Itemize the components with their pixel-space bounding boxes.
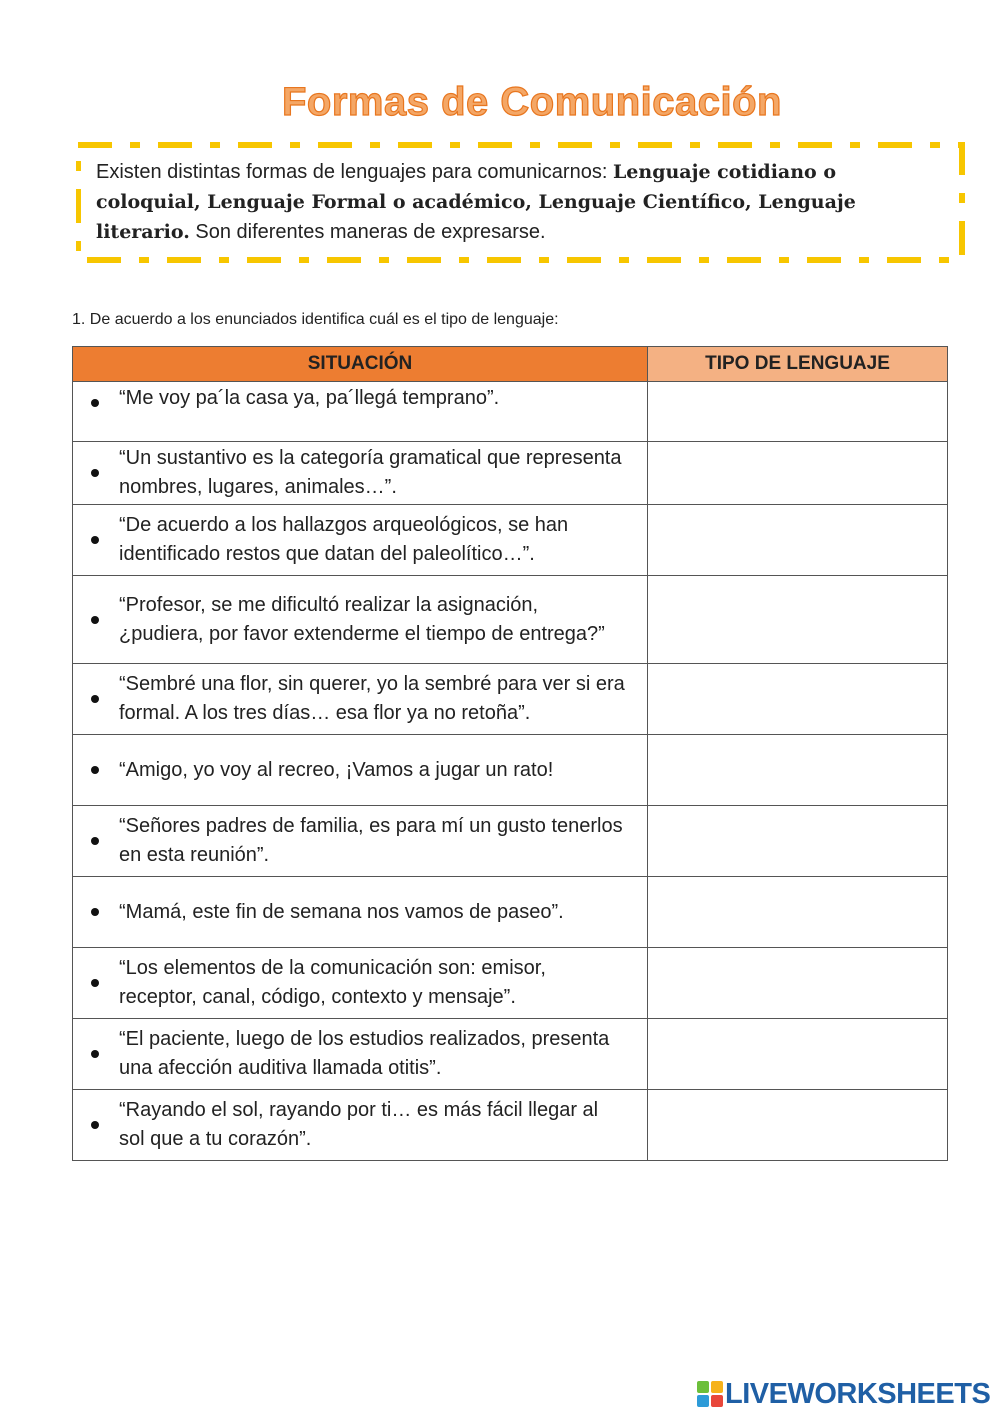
intro-language-types: Lenguaje cotidiano o coloquial, Lenguaje Formal o académico, Lenguaje Científico, Lenguaje literario. — [96, 161, 856, 243]
situation-cell: “Señores padres de familia, es para mí un gusto tenerlos en esta reunión”. — [73, 806, 648, 877]
table-header-row — [73, 347, 948, 382]
intro-suffix: Son diferentes maneras de expresarse. — [189, 221, 546, 243]
answer-cell[interactable] — [648, 505, 948, 576]
header-situation: SITUACIÓN — [73, 347, 648, 382]
intro-paragraph — [96, 157, 946, 247]
liveworksheets-logo-icon — [697, 1381, 723, 1407]
situation-cell: “Mamá, este fin de semana nos vamos de paseo”. — [73, 877, 648, 948]
situation-cell: “Los elementos de la comunicación son: emisor, receptor, canal, código, contexto y mensaje”. — [73, 948, 648, 1019]
answer-cell[interactable] — [648, 735, 948, 806]
intro-prefix: Existen distintas formas de lenguajes para comunicarnos: — [96, 161, 613, 183]
answer-cell[interactable] — [648, 1019, 948, 1090]
situation-cell: “Profesor, se me dificultó realizar la asignación, ¿pudiera, por favor extenderme el tiempo de entrega?” — [73, 576, 648, 664]
answer-cell[interactable] — [648, 442, 948, 505]
table-row — [73, 576, 948, 664]
language-table — [72, 346, 948, 1161]
situation-cell: “Rayando el sol, rayando por ti… es más fácil llegar al sol que a tu corazón”. — [73, 1090, 648, 1161]
header-language-type: TIPO DE LENGUAJE — [648, 347, 948, 382]
situation-cell: “El paciente, luego de los estudios realizados, presenta una afección auditiva llamada otitis”. — [73, 1019, 648, 1090]
table-row — [73, 442, 948, 505]
situation-cell: “Sembré una flor, sin querer, yo la sembré para ver si era formal. A los tres días… esa flor ya no retoña”. — [73, 664, 648, 735]
table-row — [73, 806, 948, 877]
table-row — [73, 948, 948, 1019]
answer-cell[interactable] — [648, 576, 948, 664]
answer-cell[interactable] — [648, 948, 948, 1019]
situation-cell: “De acuerdo a los hallazgos arqueológicos, se han identificado restos que datan del paleolítico…”. — [73, 505, 648, 576]
situation-cell: “Me voy pa´la casa ya, pa´llegá temprano”. — [73, 382, 648, 442]
table-row — [73, 382, 948, 442]
situation-cell: “Amigo, yo voy al recreo, ¡Vamos a jugar un rato! — [73, 735, 648, 806]
instruction: 1. De acuerdo a los enunciados identifica cuál es el tipo de lenguaje: — [72, 311, 559, 328]
answer-cell[interactable] — [648, 664, 948, 735]
page-title: Formas de Comunicación — [282, 80, 782, 124]
answer-cell[interactable] — [648, 877, 948, 948]
situation-cell: “Un sustantivo es la categoría gramatical que representa nombres, lugares, animales…”. — [73, 442, 648, 505]
table-row — [73, 1019, 948, 1090]
table-row — [73, 735, 948, 806]
table-row — [73, 877, 948, 948]
answer-cell[interactable] — [648, 382, 948, 442]
liveworksheets-logo — [697, 1377, 990, 1411]
table-row — [73, 505, 948, 576]
table-row — [73, 664, 948, 735]
logo-text: LIVEWORKSHEETS — [725, 1377, 991, 1410]
answer-cell[interactable] — [648, 1090, 948, 1161]
answer-cell[interactable] — [648, 806, 948, 877]
table-row — [73, 1090, 948, 1161]
